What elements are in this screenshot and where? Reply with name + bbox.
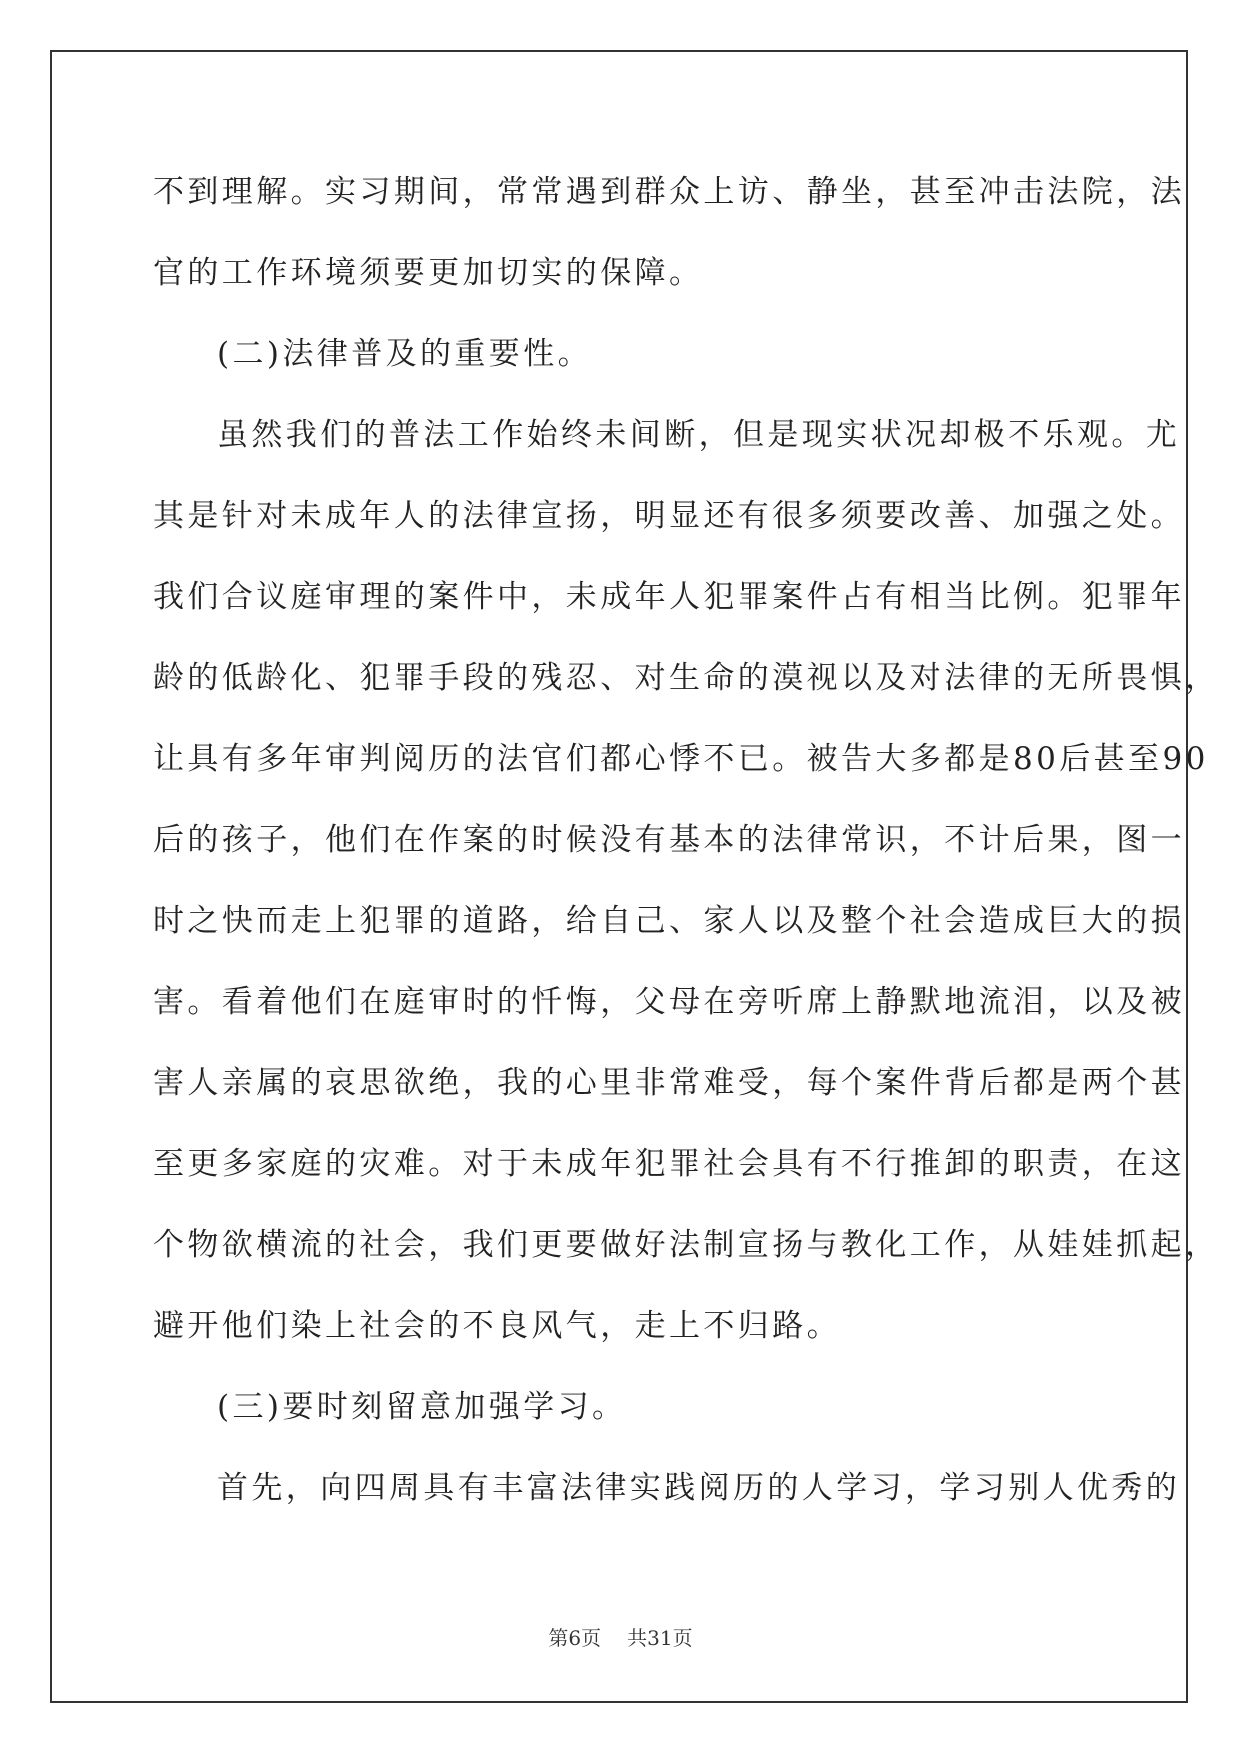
text-line-6: 我们合议庭审理的案件中，未成年人犯罪案件占有相当比例。犯罪年 — [153, 579, 1185, 615]
text-line-12: 害人亲属的哀思欲绝，我的心里非常难受，每个案件背后都是两个甚 — [153, 1065, 1185, 1101]
text-line-17: 首先，向四周具有丰富法律实践阅历的人学习，学习别人优秀的 — [217, 1470, 1181, 1506]
text-line-11: 害。看着他们在庭审时的忏悔，父母在旁听席上静默地流泪，以及被 — [153, 984, 1185, 1020]
page-number: 第6页 — [548, 1626, 602, 1650]
text-line-2: 官的工作环境须要更加切实的保障。 — [153, 255, 704, 291]
text-line-15: 避开他们染上社会的不良风气，走上不归路。 — [153, 1308, 841, 1344]
page-footer — [0, 1622, 1241, 1651]
text-line-5: 其是针对未成年人的法律宣扬，明显还有很多须要改善、加强之处。 — [153, 498, 1185, 534]
text-line-7: 龄的低龄化、犯罪手段的残忍、对生命的漠视以及对法律的无所畏惧， — [153, 660, 1220, 696]
section-heading-2: (二)法律普及的重要性。 — [217, 336, 592, 372]
total-pages: 共31页 — [627, 1626, 693, 1650]
text-line-10: 时之快而走上犯罪的道路，给自己、家人以及整个社会造成巨大的损 — [153, 903, 1185, 939]
text-line-9: 后的孩子，他们在作案的时候没有基本的法律常识，不计后果，图一 — [153, 822, 1185, 858]
text-line-13: 至更多家庭的灾难。对于未成年犯罪社会具有不行推卸的职责，在这 — [153, 1146, 1185, 1182]
section-heading-3: (三)要时刻留意加强学习。 — [217, 1389, 627, 1425]
text-line-4: 虽然我们的普法工作始终未间断，但是现实状况却极不乐观。尤 — [217, 417, 1181, 453]
text-line-14: 个物欲横流的社会，我们更要做好法制宣扬与教化工作，从娃娃抓起， — [153, 1227, 1220, 1263]
text-line-8: 让具有多年审判阅历的法官们都心悸不已。被告大多都是80后甚至90 — [153, 741, 1209, 777]
document-body — [153, 166, 1220, 1543]
text-line-1: 不到理解。实习期间，常常遇到群众上访、静坐，甚至冲击法院，法 — [153, 174, 1185, 210]
